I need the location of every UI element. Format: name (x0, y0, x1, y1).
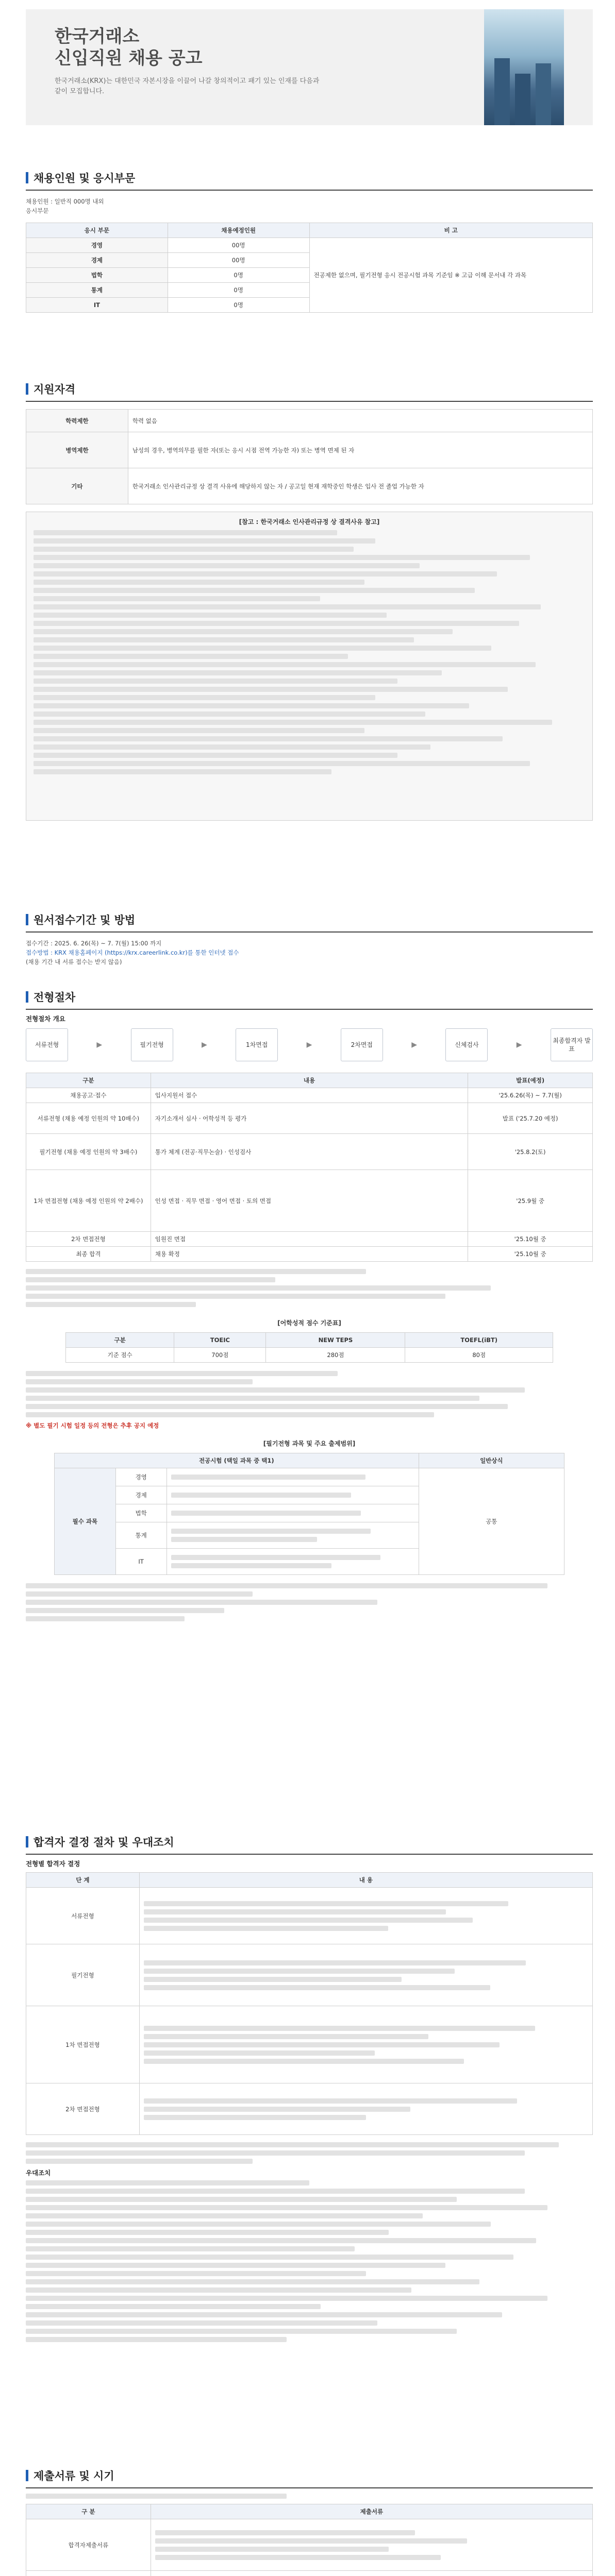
table-cell: 2차 면접전형 (26, 1232, 151, 1247)
table-cell: '25.10월 중 (468, 1232, 593, 1247)
table-cell: '25.8.2(토) (468, 1134, 593, 1170)
table-cell: 0명 (168, 283, 309, 298)
table-cell: 발표 ('25.7.20 예정) (468, 1103, 593, 1134)
section-heading (26, 1834, 593, 1850)
table-header: TOEIC (174, 1333, 266, 1348)
table-title: [필기전형 과목 및 주요 출제범위] (263, 1440, 356, 1447)
list-item: (채용 기간 내 서류 접수는 받지 않음) (26, 958, 122, 965)
flow-step: 1차면접 (236, 1028, 278, 1061)
divider (26, 2487, 593, 2488)
table-row (26, 1247, 593, 1262)
table-cell: '25.6.26(목) ~ 7.7(월) (468, 1088, 593, 1103)
table-cell: 병역제한 (26, 432, 128, 468)
table-title: [어학성적 점수 기준표] (277, 1319, 341, 1327)
table-cell (26, 2571, 151, 2576)
disqualification-box (26, 512, 593, 821)
table-cell: 경제 (115, 1486, 167, 1504)
table-header: 구 분 (26, 2504, 151, 2519)
table-row (55, 1468, 564, 1486)
section-heading (26, 912, 593, 927)
flow-step: 2차면접 (341, 1028, 383, 1061)
heading-bar-icon (26, 991, 28, 1003)
flow-step: 서류전형 (26, 1028, 68, 1061)
table-header: 내 용 (139, 1873, 592, 1888)
table-cell: 통계 (26, 283, 168, 298)
divider (26, 190, 593, 191)
hero-org: 한국거래소 (55, 26, 140, 47)
table-cell: 입사지원서 접수 (151, 1088, 468, 1103)
table-cell: 인성 면접 · 직무 면접 · 영어 면접 · 토의 면접 (151, 1170, 468, 1232)
table-cell: 280점 (266, 1348, 405, 1363)
table-header: 제출서류 (151, 2504, 592, 2519)
table-header: 단 계 (26, 1873, 140, 1888)
table-cell: 0명 (168, 298, 309, 313)
flow-step: 신체검사 (445, 1028, 488, 1061)
section-heading (26, 2468, 593, 2483)
table-row (26, 1944, 593, 2006)
table-row (26, 2571, 593, 2576)
hero-text (55, 26, 323, 97)
process-flow (26, 1028, 593, 1061)
exam-subject-table (54, 1453, 564, 1575)
table-row (26, 410, 593, 432)
table-cell: 합격자제출서류 (26, 2519, 151, 2571)
table-header: 응시 부문 (26, 223, 168, 238)
table-cell: IT (26, 298, 168, 313)
heading-text: 전형절차 (34, 991, 76, 1004)
language-score-table (65, 1332, 553, 1363)
table-cell: 채용공고·접수 (26, 1088, 151, 1103)
table-row (26, 2083, 593, 2135)
table-row (26, 2006, 593, 2083)
table-row (26, 1088, 593, 1103)
arrow-right-icon: ▶ (306, 1041, 312, 1049)
heading-text: 원서접수기간 및 방법 (34, 914, 136, 926)
note-red: ※ 별도 필기 시험 일정 등의 전형은 추후 공지 예정 (26, 1422, 159, 1429)
table-header: 구분 (26, 1073, 151, 1088)
table-cell: 서류전형 (채용 예정 인원의 약 10배수) (26, 1103, 151, 1134)
table-row (26, 468, 593, 504)
table-cell: 필수 과목 (55, 1468, 116, 1575)
table-cell: 학력 없음 (128, 410, 592, 432)
table-header: 발표(예정) (468, 1073, 593, 1088)
arrow-right-icon: ▶ (96, 1041, 103, 1049)
subheading: 전형별 합격자 결정 (26, 1860, 80, 1868)
hero-banner (26, 9, 593, 125)
heading-text: 제출서류 및 시기 (34, 2470, 114, 2482)
document (26, 0, 593, 2549)
flow-step: 최종합격자 발표 (551, 1028, 593, 1061)
list-item[interactable]: 접수방법 : KRX 채용홈페이지 (https://krx.careerlink.co.kr)를 통한 인터넷 접수 (26, 949, 239, 956)
table-cell: '25.9월 중 (468, 1170, 593, 1232)
section-heading (26, 381, 593, 397)
table-cell: 서류전형 (26, 1888, 140, 1944)
table-row (26, 1232, 593, 1247)
table-header: 구분 (66, 1333, 174, 1348)
table-header: 일반상식 (419, 1453, 564, 1468)
heading-bar-icon (26, 383, 28, 395)
section-heading (26, 170, 593, 185)
table-cell: 700점 (174, 1348, 266, 1363)
hero-title: 신입직원 채용 공고 (55, 48, 203, 69)
table-cell: 법학 (26, 268, 168, 283)
table-cell: 통계 (115, 1522, 167, 1549)
process-table (26, 1073, 593, 1262)
table-cell: '25.10월 중 (468, 1247, 593, 1262)
table-row (26, 432, 593, 468)
heading-text: 지원자격 (34, 383, 76, 396)
table-cell: 최종 합격 (26, 1247, 151, 1262)
table-header: 전공시험 (택일 과목 중 택1) (55, 1453, 419, 1468)
list-item: 접수기간 : 2025. 6. 26(목) ~ 7. 7(월) 15:00 까지 (26, 940, 162, 947)
arrow-right-icon: ▶ (516, 1041, 522, 1049)
table-cell: 경제 (26, 253, 168, 268)
table-cell: 통가 체계 (전공·직무논술) · 인성검사 (151, 1134, 468, 1170)
list-item: 채용인원 : 일반직 000명 내외 (26, 198, 104, 205)
arrow-right-icon: ▶ (411, 1041, 417, 1049)
table-row (26, 238, 593, 253)
heading-bar-icon (26, 2470, 28, 2481)
section-decision (26, 1834, 593, 2345)
table-header: 비 고 (309, 223, 593, 238)
section-recruitment (26, 170, 593, 313)
table-header: 채용예정인원 (168, 223, 309, 238)
table-cell: 법학 (115, 1504, 167, 1522)
table-cell: 경영 (26, 238, 168, 253)
list-item: 응시부문 (26, 207, 49, 214)
table-cell: 기타 (26, 468, 128, 504)
heading-text: 합격자 결정 절차 및 우대조치 (34, 1836, 174, 1849)
table-cell: 00명 (168, 238, 309, 253)
table-row (26, 1170, 593, 1232)
subheading: 우대조치 (26, 2169, 51, 2177)
section-heading (26, 989, 593, 1005)
table-row (26, 1134, 593, 1170)
table-header: TOEFL(iBT) (405, 1333, 553, 1348)
table-cell: 1차 면접전형 (채용 예정 인원의 약 2배수) (26, 1170, 151, 1232)
table-header: NEW TEPS (266, 1333, 405, 1348)
table-row (66, 1348, 553, 1363)
section-documents (26, 2468, 593, 2576)
divider (26, 931, 593, 933)
qualification-table (26, 409, 593, 504)
table-header: 내용 (151, 1073, 468, 1088)
arrow-right-icon: ▶ (202, 1041, 207, 1049)
table-cell: 필기전형 (채용 예정 인원의 약 3배수) (26, 1134, 151, 1170)
recruitment-table (26, 223, 593, 313)
table-cell: 필기전형 (26, 1944, 140, 2006)
table-row (26, 1103, 593, 1134)
table-cell: 채용 확정 (151, 1247, 468, 1262)
section-qualifications (26, 381, 593, 821)
heading-bar-icon (26, 1836, 28, 1848)
table-cell: 자기소개서 심사 · 어학성적 등 평가 (151, 1103, 468, 1134)
section-process (26, 989, 593, 1624)
table-cell: 경영 (115, 1468, 167, 1486)
flow-label: 전형절차 개요 (26, 1015, 65, 1023)
decision-table (26, 1872, 593, 2135)
heading-bar-icon (26, 172, 28, 183)
divider (26, 1009, 593, 1010)
table-cell: 공통 (419, 1468, 564, 1575)
table-cell: 전공제한 없으며, 필기전형 응시 전공시험 과목 기준임 ※ 고급 이해 문서내 각 과목 (309, 238, 593, 313)
table-cell: 남성의 경우, 병역의무를 필한 자(또는 응시 시점 전역 가능한 자) 또는 병역 면제 된 자 (128, 432, 592, 468)
table-cell: 80점 (405, 1348, 553, 1363)
table-cell: 기준 점수 (66, 1348, 174, 1363)
flow-step: 필기전형 (131, 1028, 173, 1061)
hero-description: 한국거래소(KRX)는 대한민국 자본시장을 이끌어 나갈 창의적이고 패기 있는 인재를 다음과 같이 모집합니다. (55, 77, 320, 95)
box-title: [참고 : 한국거래소 인사관리규정 상 결격사유 참고] (239, 518, 380, 526)
table-cell: IT (115, 1549, 167, 1575)
table-cell: 임원진 면접 (151, 1232, 468, 1247)
heading-text: 채용인원 및 응시부문 (34, 172, 136, 184)
section-application (26, 912, 593, 967)
table-cell: 2차 면접전형 (26, 2083, 140, 2135)
table-cell: 0명 (168, 268, 309, 283)
table-cell: 1차 면접전형 (26, 2006, 140, 2083)
divider (26, 401, 593, 402)
table-row (26, 2519, 593, 2571)
table-row (26, 1888, 593, 1944)
hero-building-image (484, 9, 564, 125)
documents-table (26, 2504, 593, 2576)
heading-bar-icon (26, 914, 28, 925)
table-cell: 한국거래소 인사관리규정 상 결격 사유에 해당하지 않는 자 / 공고일 현재 재학중인 학생은 입사 전 졸업 가능한 자 (128, 468, 592, 504)
table-cell: 학력제한 (26, 410, 128, 432)
table-cell: 00명 (168, 253, 309, 268)
divider (26, 1854, 593, 1855)
